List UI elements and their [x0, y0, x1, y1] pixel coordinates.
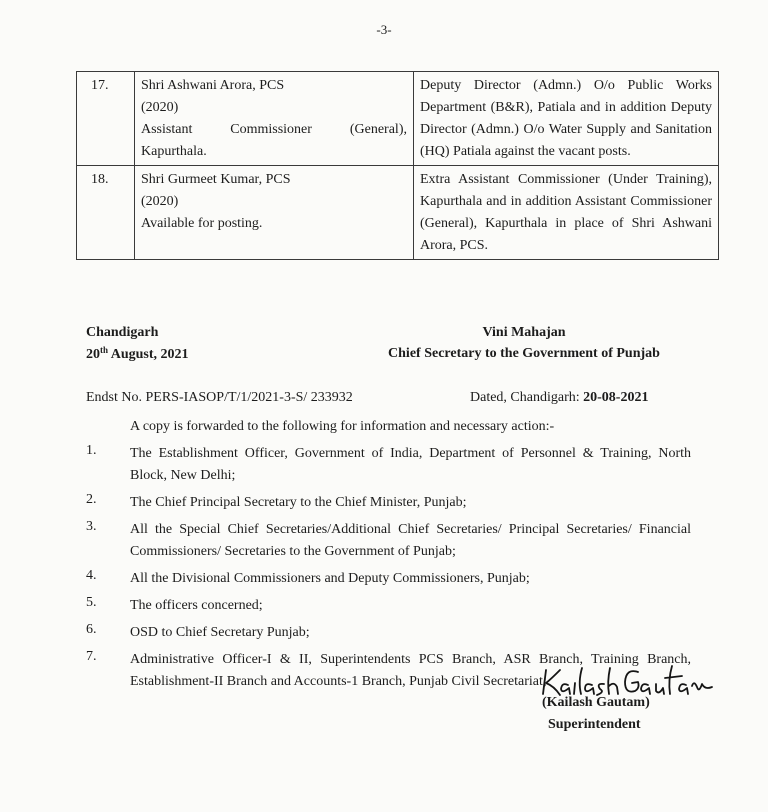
table-row: [77, 166, 719, 260]
page-number: -3-: [376, 22, 392, 37]
officer-batch: (2020): [141, 194, 179, 209]
signatory-name: Vini Mahajan: [482, 325, 566, 340]
officer-cell: [135, 72, 414, 166]
endorsement-date: Dated, Chandigarh: 20-08-2021: [470, 390, 649, 405]
order-date: 20th August, 2021: [86, 345, 189, 362]
list-item: 5. The officers concerned;: [86, 595, 263, 613]
officer-name: Shri Ashwani Arora, PCS: [141, 78, 285, 93]
current-posting: Assistant Commissioner (General),: [141, 122, 407, 137]
list-item: 2. The Chief Principal Secretary to the Chief Minister, Punjab;: [86, 492, 467, 510]
posting-table: [76, 71, 719, 260]
table-row: [77, 72, 719, 166]
posted-to: Deputy Director (Admn.) O/o Public Works Department (B&R), Patiala and in addition Deputy Director (Admn.) O/o Water Supply and Sanitation (HQ) Patiala against the vacant posts.: [414, 72, 719, 166]
current-posting-location: Kapurthala.: [141, 144, 207, 159]
list-item: 6. OSD to Chief Secretary Punjab;: [86, 622, 310, 640]
serial-number: 18.: [77, 166, 135, 260]
list-item: 7. Administrative Officer-I & II, Superintendents PCS Branch, ASR Branch, Training Branch, Establishment-II Branch and Accounts-1 Branch, Punjab Civil Secretariat;: [86, 649, 691, 689]
place: Chandigarh: [86, 325, 159, 340]
endorser-name: (Kailash Gautam): [542, 695, 650, 710]
list-item: 3. All the Special Chief Secretaries/Additional Chief Secretaries/ Principal Secretaries/ Financial Commissioners/ Secretaries to the Government of Punjab;: [86, 519, 691, 559]
endorsement-number: Endst No. PERS-IASOP/T/1/2021-3-S/ 233932: [86, 390, 353, 405]
officer-cell: [135, 166, 414, 260]
endorser-designation: Superintendent: [548, 717, 641, 732]
officer-batch: (2020): [141, 100, 179, 115]
signatory-designation: Chief Secretary to the Government of Punjab: [388, 346, 660, 361]
list-item: 1. The Establishment Officer, Government of India, Department of Personnel & Training, North Block, New Delhi;: [86, 443, 691, 483]
list-item: 4. All the Divisional Commissioners and Deputy Commissioners, Punjab;: [86, 568, 530, 586]
copy-intro: A copy is forwarded to the following for information and necessary action:-: [130, 419, 555, 434]
posted-to: Extra Assistant Commissioner (Under Training), Kapurthala and in addition Assistant Commissioner (General), Kapurthala in place of Shri Ashwani Arora, PCS.: [414, 166, 719, 260]
current-posting: Available for posting.: [141, 216, 263, 231]
officer-name: Shri Gurmeet Kumar, PCS: [141, 172, 291, 187]
handwritten-signature: [538, 660, 718, 700]
serial-number: 17.: [77, 72, 135, 166]
